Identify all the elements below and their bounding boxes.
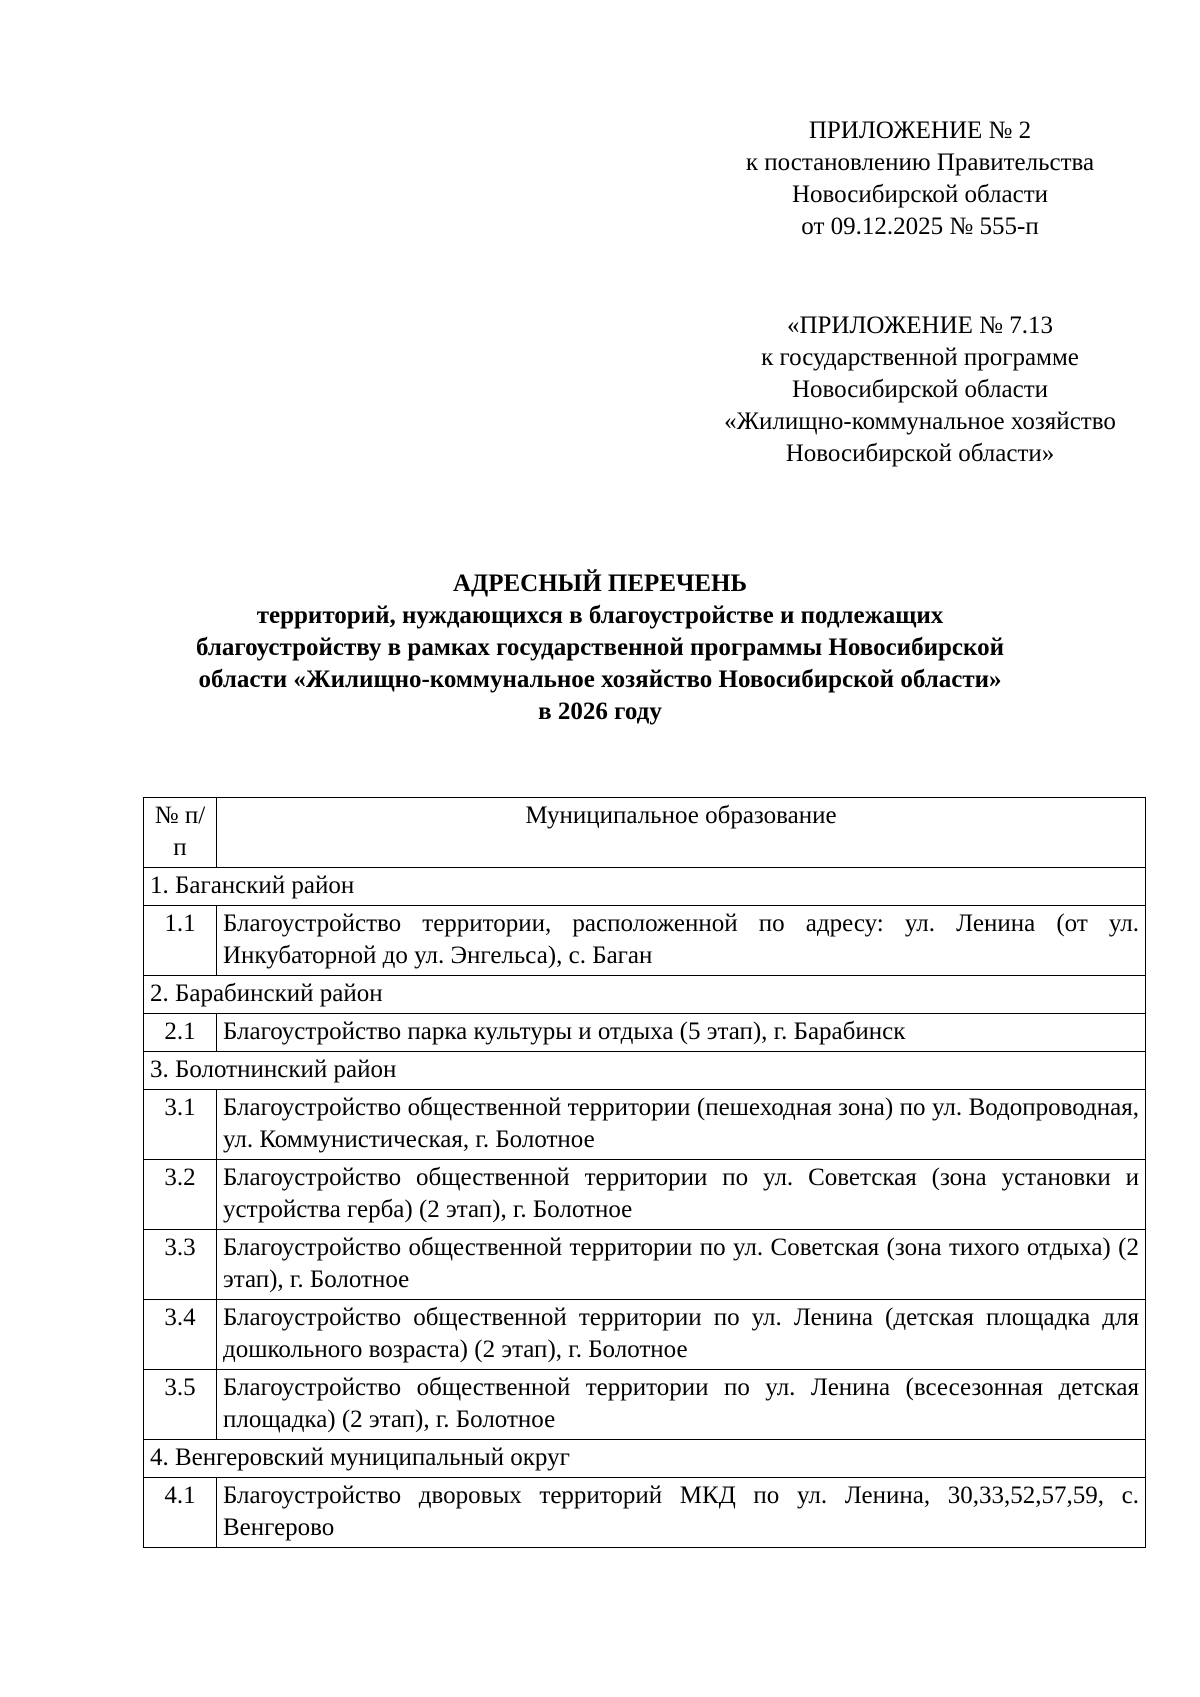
section-title: 1. Баганский район <box>144 868 1146 906</box>
heading-line: территорий, нуждающихся в благоустройстве и подлежащих <box>256 602 944 629</box>
appendix-2-line: Новосибирской области <box>791 376 1049 403</box>
table-row <box>144 906 1146 976</box>
heading-line: в 2026 году <box>538 698 662 725</box>
row-text: Благоустройство дворовых территорий МКД по ул. Ленина, 30,33,52,57,59, с. Венгерово <box>217 1478 1146 1548</box>
row-text: Благоустройство общественной территории по ул. Советская (зона тихого отдыха) (2 этап), г. Болотное <box>217 1230 1146 1300</box>
appendix-2-block <box>690 310 1150 470</box>
table-row <box>144 1090 1146 1160</box>
section-title: 4. Венгеровский муниципальный округ <box>144 1440 1146 1478</box>
appendix-1-line: от 09.12.2025 № 555-п <box>801 213 1039 240</box>
row-num: 3.2 <box>144 1160 217 1230</box>
table-row <box>144 1478 1146 1548</box>
table-row <box>144 1014 1146 1052</box>
row-text: Благоустройство парка культуры и отдыха (5 этап), г. Барабинск <box>217 1014 1146 1052</box>
table-row <box>144 1160 1146 1230</box>
address-list-table <box>143 797 1146 1548</box>
table-header-row <box>144 798 1146 868</box>
row-text: Благоустройство общественной территории по ул. Ленина (детская площадка для дошкольного возраста) (2 этап), г. Болотное <box>217 1300 1146 1370</box>
section-row <box>144 976 1146 1014</box>
row-text: Благоустройство общественной территории (пешеходная зона) по ул. Водопроводная, ул. Коммунистическая, г. Болотное <box>217 1090 1146 1160</box>
heading-line: благоустройству в рамках государственной программы Новосибирской <box>196 634 1004 661</box>
appendix-2-line: к государственной программе <box>761 344 1079 371</box>
appendix-2-line: «ПРИЛОЖЕНИЕ № 7.13 <box>786 312 1054 339</box>
row-num: 3.3 <box>144 1230 217 1300</box>
section-title: 3. Болотнинский район <box>144 1052 1146 1090</box>
heading-title: АДРЕСНЫЙ ПЕРЕЧЕНЬ <box>452 570 747 597</box>
table-row <box>144 1300 1146 1370</box>
appendix-1-line: к постановлению Правительства <box>745 149 1095 176</box>
row-num: 3.4 <box>144 1300 217 1370</box>
appendix-2-line: «Жилищно-коммунальное хозяйство <box>724 408 1116 435</box>
row-num: 1.1 <box>144 906 217 976</box>
appendix-1-block <box>690 115 1150 243</box>
row-num: 3.5 <box>144 1370 217 1440</box>
row-text: Благоустройство общественной территории по ул. Ленина (всесезонная детская площадка) (2 этап), г. Болотное <box>217 1370 1146 1440</box>
section-row <box>144 1052 1146 1090</box>
row-text: Благоустройство территории, расположенной по адресу: ул. Ленина (от ул. Инкубаторной до ул. Энгельса), с. Баган <box>217 906 1146 976</box>
heading-line: области «Жилищно-коммунальное хозяйство Новосибирской области» <box>198 666 1002 693</box>
appendix-2-line: Новосибирской области» <box>785 440 1055 467</box>
header-num-cell: № п/п <box>144 798 217 868</box>
section-row <box>144 868 1146 906</box>
row-num: 2.1 <box>144 1014 217 1052</box>
appendix-1-line: ПРИЛОЖЕНИЕ № 2 <box>808 117 1032 144</box>
table-row <box>144 1370 1146 1440</box>
row-num: 3.1 <box>144 1090 217 1160</box>
header-name-cell: Муниципальное образование <box>217 798 1146 868</box>
section-row <box>144 1440 1146 1478</box>
section-title: 2. Барабинский район <box>144 976 1146 1014</box>
row-num: 4.1 <box>144 1478 217 1548</box>
table-row <box>144 1230 1146 1300</box>
appendix-1-line: Новосибирской области <box>791 181 1049 208</box>
row-text: Благоустройство общественной территории по ул. Советская (зона установки и устройства герба) (2 этап), г. Болотное <box>217 1160 1146 1230</box>
document-heading <box>130 568 1070 728</box>
